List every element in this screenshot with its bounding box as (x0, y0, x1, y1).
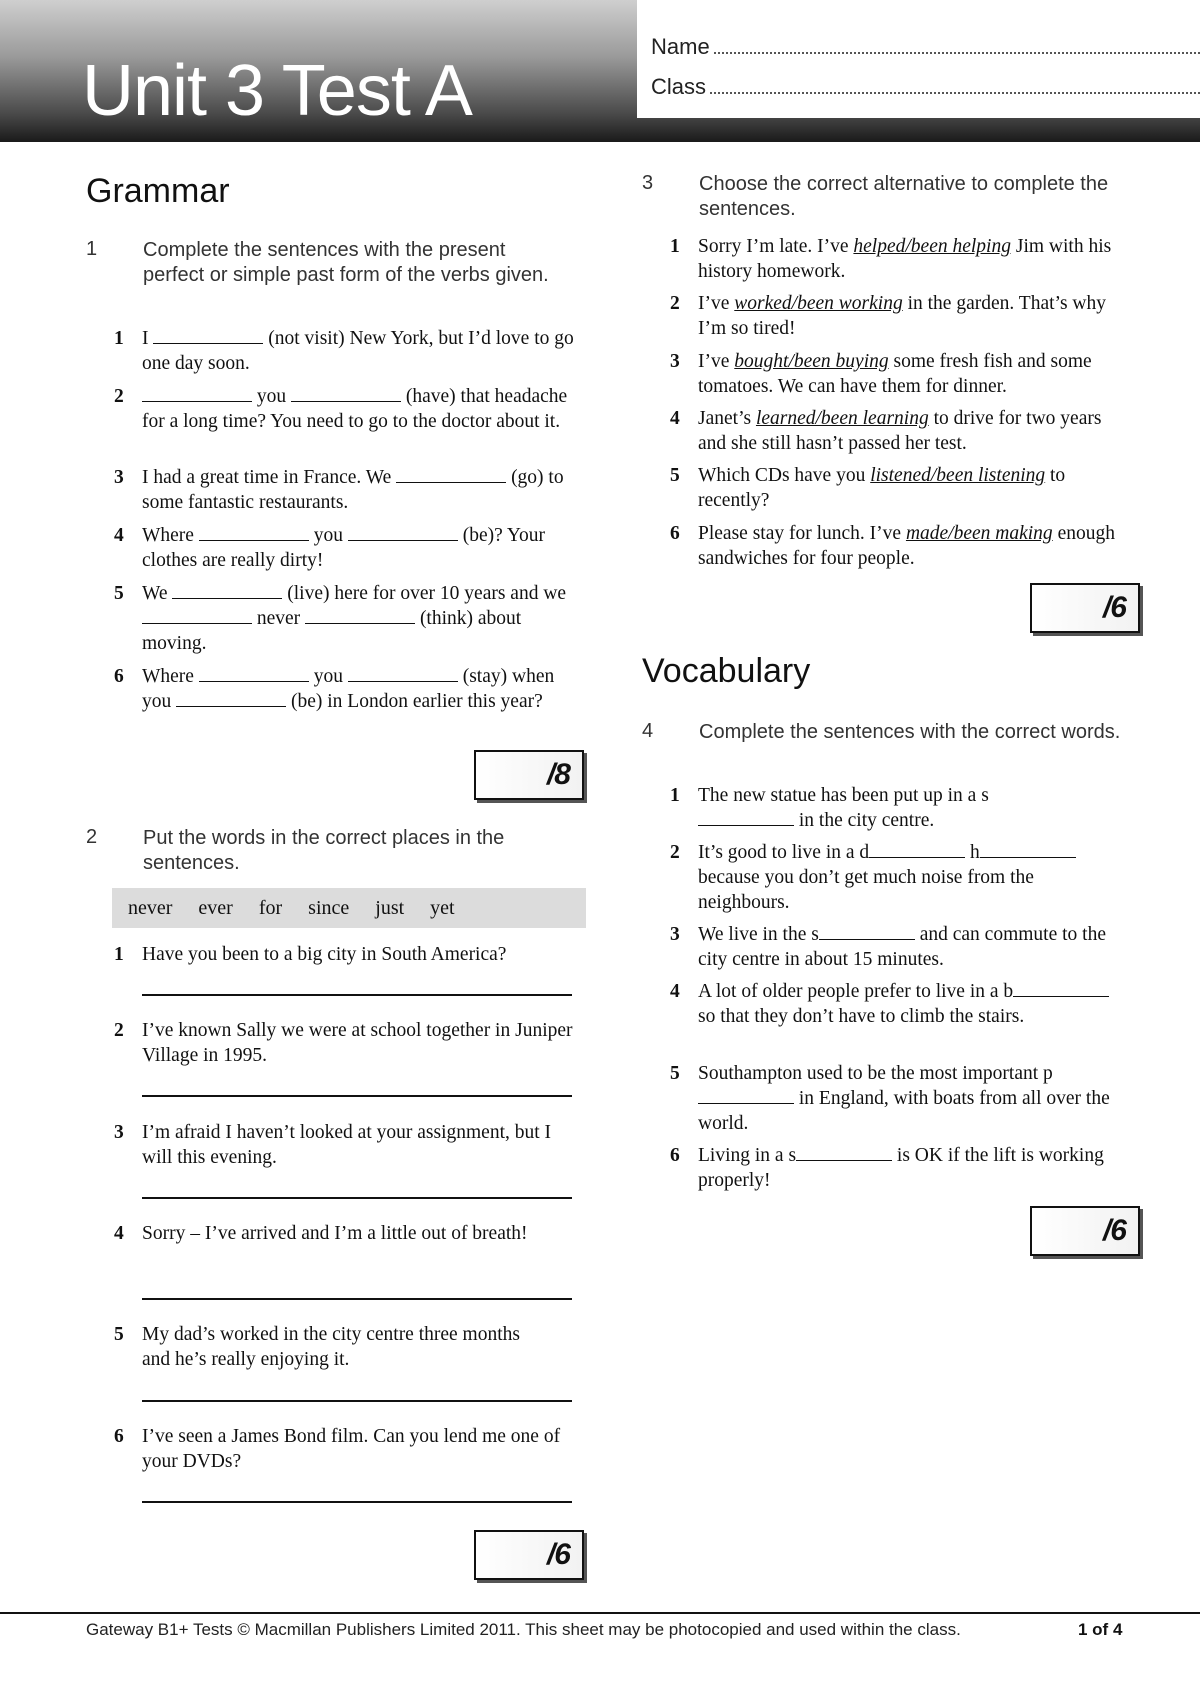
item-text: It’s good to live in a d (698, 842, 870, 863)
item-number: 2 (114, 1020, 124, 1041)
answer-blank[interactable] (348, 523, 458, 541)
item-number: 3 (670, 351, 680, 372)
answer-line[interactable] (142, 994, 572, 996)
item-number: 6 (114, 1426, 124, 1447)
item-text: (think) about moving. (142, 608, 522, 654)
item-text: We (142, 583, 173, 604)
item-text: enough sandwiches for four people. (698, 523, 1115, 569)
item-text: in England, with boats from all over the world. (698, 1088, 1110, 1134)
item-text: h (965, 842, 980, 863)
exercise-instruction: Complete the sentences with the correct words. (699, 721, 1121, 743)
item-number: 2 (670, 842, 680, 863)
answer-line[interactable] (142, 1095, 572, 1097)
vocabulary-heading: Vocabulary (642, 652, 811, 690)
item-number: 4 (670, 408, 680, 429)
item-text: A lot of older people prefer to live in a b (698, 981, 1014, 1002)
answer-blank[interactable] (199, 523, 309, 541)
item-text: Where (142, 525, 199, 546)
item-number: 2 (114, 386, 124, 407)
item-number: 5 (670, 1063, 680, 1084)
item-number: 1 (114, 328, 124, 349)
item-text: My dad’s worked in the city centre three months and he’s really enjoying it. (142, 1324, 520, 1370)
alternative-choice[interactable]: bought/been buying (734, 351, 889, 372)
answer-blank[interactable] (396, 465, 506, 483)
score-total: /8 (546, 758, 570, 791)
answer-blank[interactable] (698, 808, 794, 826)
item-text: Living in a s (698, 1145, 797, 1166)
exercise-number: 4 (642, 720, 654, 742)
word-box (112, 888, 586, 928)
answer-blank[interactable] (869, 840, 965, 858)
alternative-choice[interactable]: worked/been working (734, 293, 903, 314)
answer-blank[interactable] (176, 689, 286, 707)
grammar-heading: Grammar (86, 172, 230, 210)
page-title: Unit 3 Test A (82, 51, 472, 131)
item-number: 3 (670, 924, 680, 945)
item-text: you (252, 386, 291, 407)
item-number: 5 (114, 583, 124, 604)
answer-blank[interactable] (142, 606, 252, 624)
exercise-instruction: Put the words in the correct places in the sentences. (143, 827, 505, 874)
item-text: I (142, 328, 154, 349)
answer-blank[interactable] (819, 922, 915, 940)
item-number: 3 (114, 1122, 124, 1143)
item-text: and can commute to the city centre in about 15 minutes. (698, 924, 1106, 970)
item-number: 5 (114, 1324, 124, 1345)
answer-blank[interactable] (199, 664, 309, 682)
word-option: yet (430, 896, 455, 919)
item-number: 2 (670, 293, 680, 314)
item-text: I’ve seen a James Bond film. Can you lend me one of your DVDs? (142, 1426, 561, 1472)
item-text: to drive for two years and she still hasn’t passed her test. (698, 408, 1102, 454)
item-text: I had a great time in France. We (142, 467, 397, 488)
answer-blank[interactable] (796, 1143, 892, 1161)
page-number: 1 of 4 (1078, 1620, 1123, 1639)
score-box[interactable] (474, 1530, 584, 1580)
name-class-box (637, 0, 1200, 118)
item-text: Where (142, 666, 199, 687)
alternative-choice[interactable]: made/been making (905, 523, 1053, 544)
exercise-instruction: Choose the correct alternative to complete the sentences. (699, 173, 1109, 220)
answer-line[interactable] (142, 1400, 572, 1402)
alternative-choice[interactable]: listened/been listening (870, 465, 1046, 486)
item-number: 4 (114, 1223, 124, 1244)
item-text: (live) here for over 10 years and we (282, 583, 567, 604)
item-text: some fresh fish and some tomatoes. We can have them for dinner. (698, 351, 1092, 397)
item-number: 1 (670, 236, 680, 257)
class-field[interactable] (651, 74, 1200, 100)
item-text: to recently? (698, 465, 1066, 511)
item-text: (be)? Your clothes are really dirty! (142, 525, 546, 571)
class-dotted-line (710, 74, 1200, 94)
item-text: Southampton used to be the most important p (698, 1063, 1053, 1084)
word-option: never (128, 896, 173, 919)
item-number: 3 (114, 467, 124, 488)
item-text: in the city centre. (794, 810, 935, 831)
item-text: I’ve (698, 351, 735, 372)
item-text: I’ve known Sally we were at school together in Juniper Village in 1995. (142, 1020, 573, 1066)
item-text: (not visit) New York, but I’d love to go one day soon. (142, 328, 574, 374)
item-number: 6 (670, 523, 680, 544)
item-number: 5 (670, 465, 680, 486)
item-text: you (308, 666, 348, 687)
answer-line[interactable] (142, 1501, 572, 1503)
answer-blank[interactable] (980, 840, 1076, 858)
class-label: Class (651, 74, 707, 99)
exercise-number: 2 (86, 826, 98, 848)
item-text: in the garden. That’s why I’m so tired! (698, 293, 1106, 339)
exercise-number: 1 (86, 238, 98, 260)
page-header (0, 0, 1200, 142)
answer-blank[interactable] (153, 326, 263, 344)
answer-blank[interactable] (348, 664, 458, 682)
item-text: (have) that headache for a long time? You need to go to the doctor about it. (142, 386, 568, 432)
exercise-number: 3 (642, 172, 654, 194)
item-text: (be) in London earlier this year? (286, 691, 543, 712)
item-number: 6 (670, 1145, 680, 1166)
item-number: 1 (114, 944, 124, 965)
score-total: /6 (546, 1538, 570, 1571)
name-field[interactable] (651, 34, 1200, 60)
footer-divider (0, 1612, 1200, 1614)
item-text: I’m afraid I haven’t looked at your assignment, but I will this evening. (142, 1122, 552, 1168)
word-option: ever (198, 896, 233, 919)
item-text: you (308, 525, 348, 546)
item-text: is OK if the lift is working properly! (698, 1145, 1104, 1191)
answer-blank[interactable] (698, 1086, 794, 1104)
alternative-choice[interactable]: learned/been learning (755, 408, 929, 429)
item-text: Have you been to a big city in South America? (142, 944, 507, 965)
item-number: 6 (114, 666, 124, 687)
score-box[interactable] (474, 750, 584, 800)
score-box[interactable] (1030, 583, 1140, 633)
footer-copyright: Gateway B1+ Tests © Macmillan Publishers Limited 2011. This sheet may be photocopied and used within the class. (86, 1620, 961, 1639)
item-text: never (252, 608, 306, 629)
item-text: The new statue has been put up in a s (698, 785, 989, 806)
item-number: 4 (670, 981, 680, 1002)
item-number: 1 (670, 785, 680, 806)
answer-blank[interactable] (305, 606, 415, 624)
word-option: since (308, 896, 350, 919)
item-text: Jim with his history homework. (698, 236, 1112, 282)
answer-line[interactable] (142, 1298, 572, 1300)
item-text: because you don’t get much noise from the neighbours. (698, 867, 1034, 913)
item-number: 4 (114, 525, 124, 546)
alternative-choice[interactable]: helped/been helping (853, 236, 1011, 257)
name-label: Name (651, 34, 710, 59)
item-text: Please stay for lunch. I’ve (698, 523, 906, 544)
word-option: for (258, 896, 283, 919)
item-text: Sorry – I’ve arrived and I’m a little out of breath! (142, 1223, 528, 1244)
item-text: so that they don’t have to climb the stairs. (698, 1006, 1025, 1027)
item-text: I’ve (698, 293, 735, 314)
item-text: (go) to some fantastic restaurants. (142, 467, 564, 513)
word-option: just (375, 896, 405, 919)
answer-blank[interactable] (172, 581, 282, 599)
answer-blank[interactable] (291, 384, 401, 402)
score-total: /6 (1102, 1214, 1126, 1247)
item-text: Which CDs have you (698, 465, 871, 486)
name-dotted-line (714, 34, 1200, 54)
item-text: Sorry I’m late. I’ve (698, 236, 854, 257)
answer-blank[interactable] (142, 384, 252, 402)
item-text: We live in the s (698, 924, 819, 945)
answer-blank[interactable] (1013, 979, 1109, 997)
item-text: (stay) when you (142, 666, 555, 712)
exercise-instruction: Complete the sentences with the present perfect or simple past form of the verbs given. (143, 239, 549, 286)
score-total: /6 (1102, 591, 1126, 624)
item-text: Janet’s (698, 408, 756, 429)
score-box[interactable] (1030, 1206, 1140, 1256)
answer-line[interactable] (142, 1197, 572, 1199)
